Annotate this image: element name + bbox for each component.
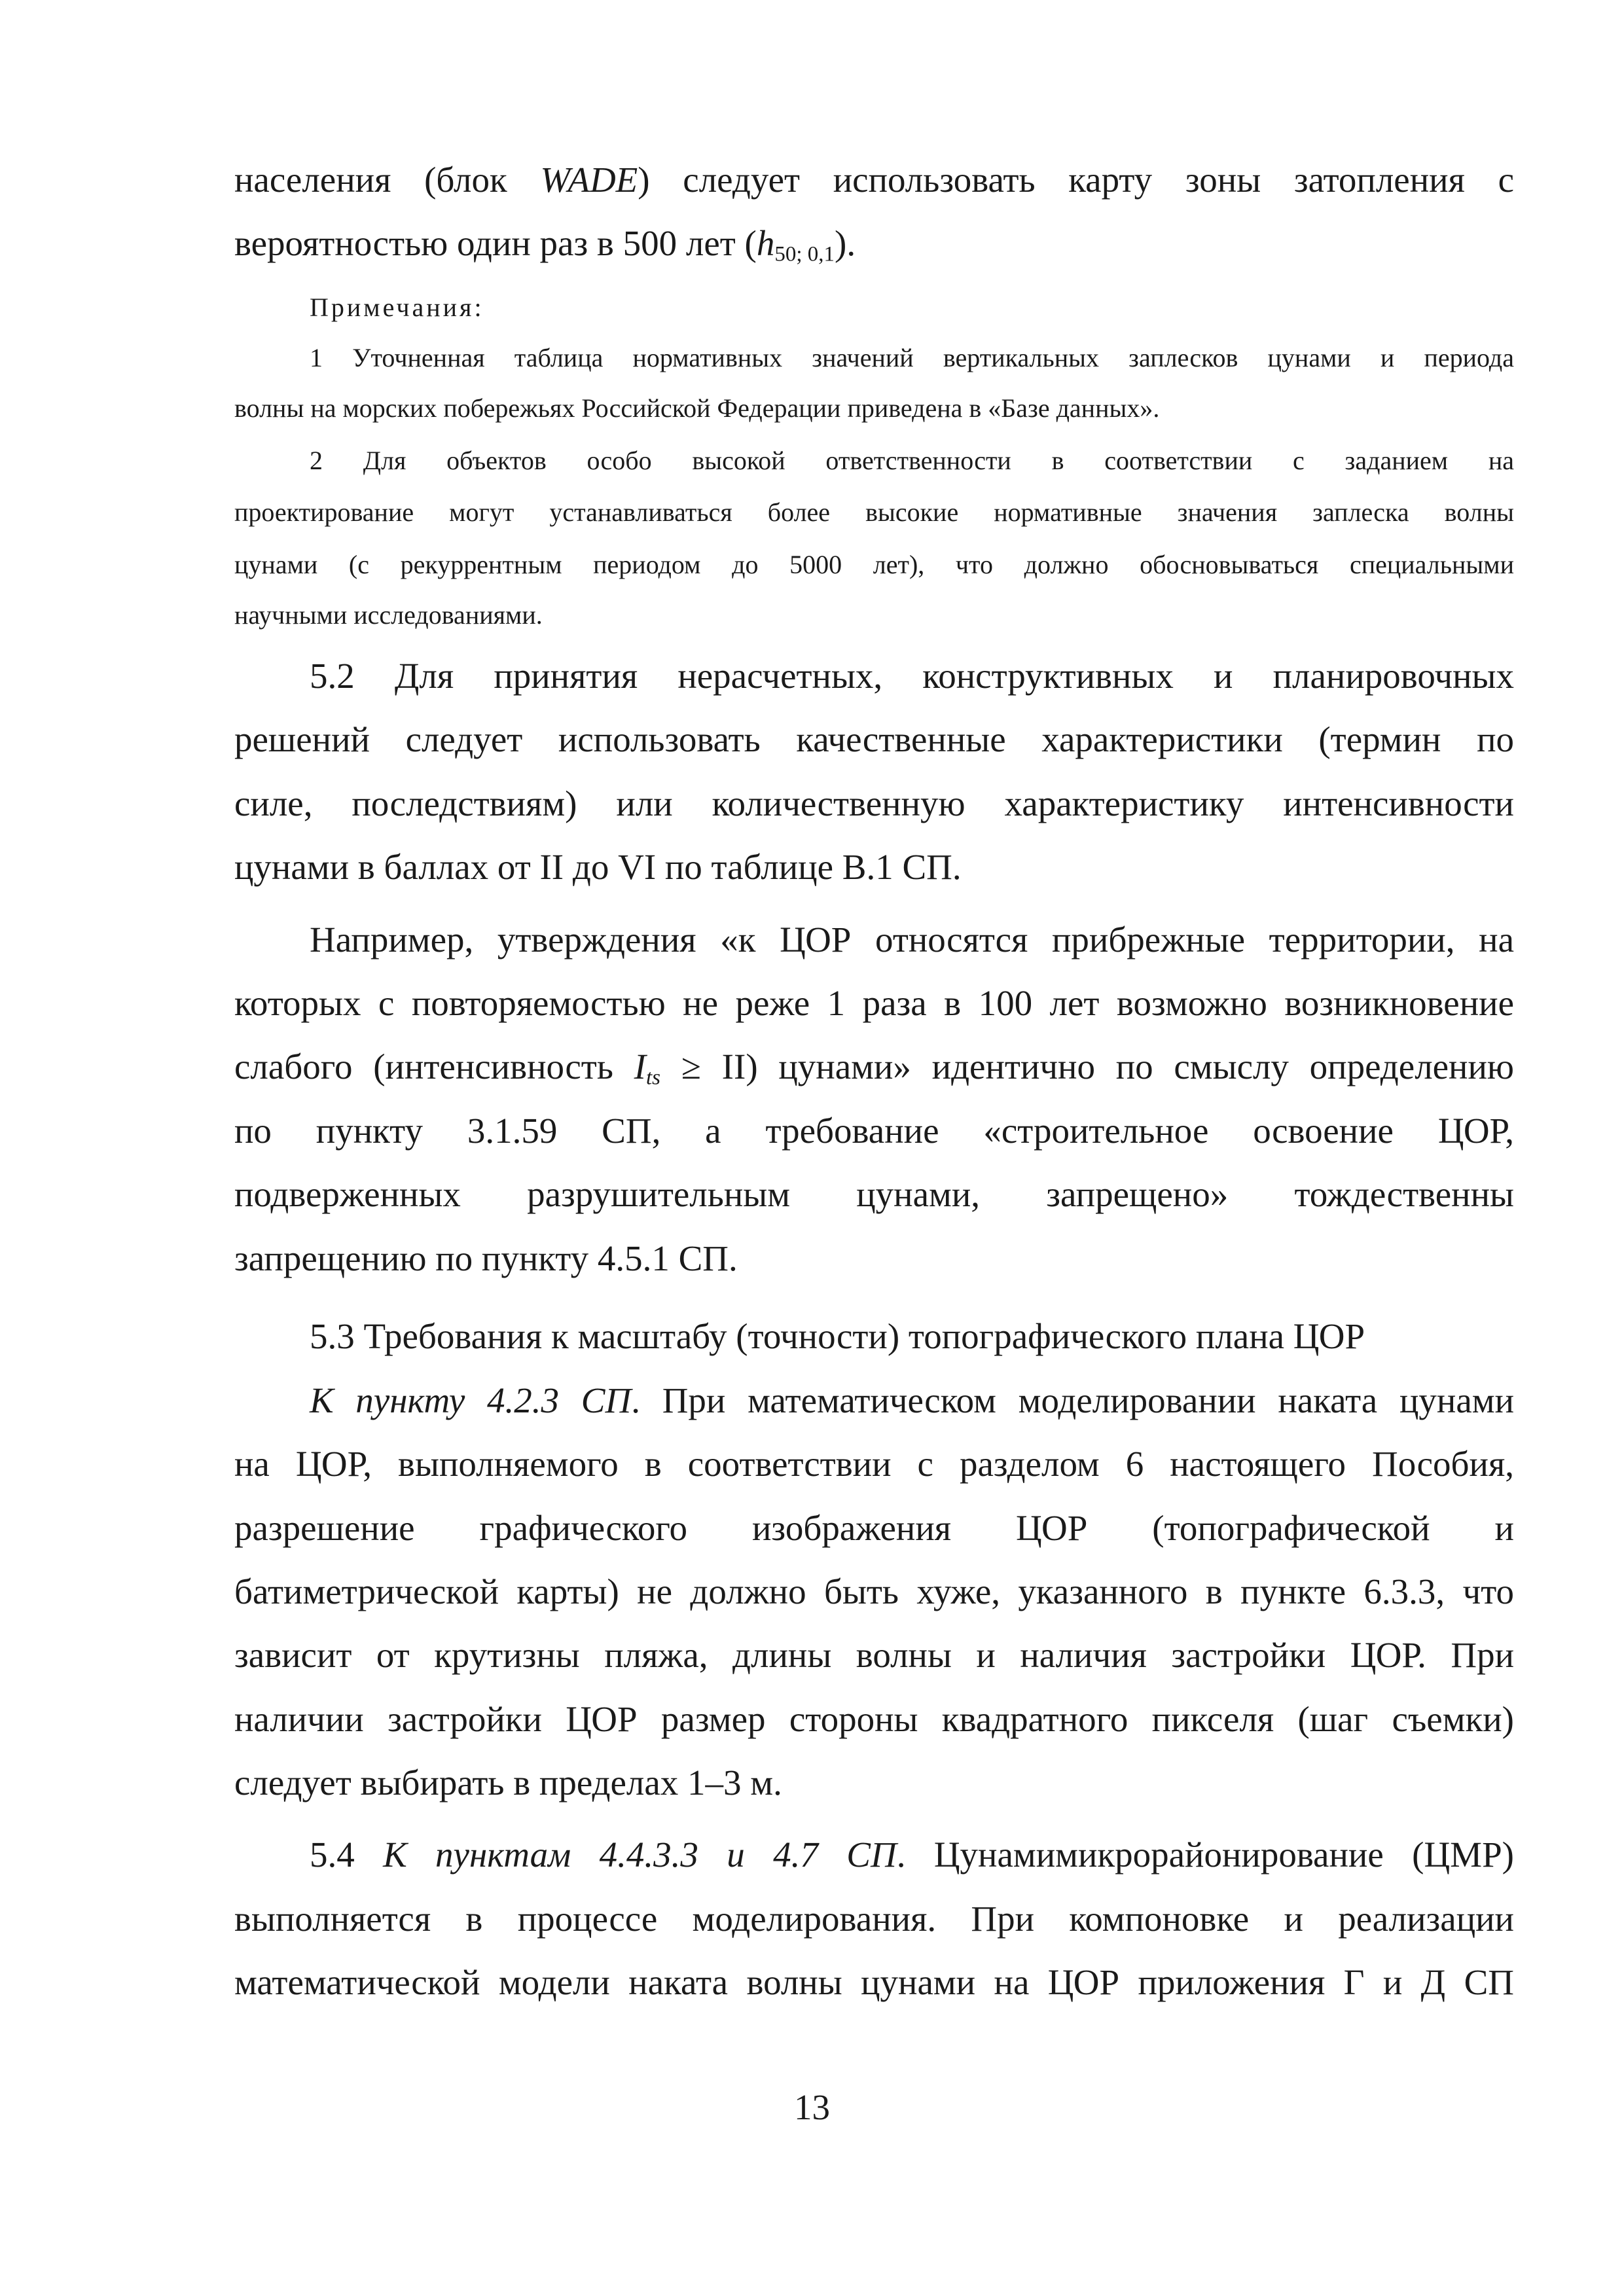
text-line: подверженных разрушительным цунами, запрещено» тождественны [234,1174,1514,1214]
note-line: волны на морских побережьях Российской Федерации приведена в «Базе данных». [234,393,1160,423]
text-line: наличии застройки ЦОР размер стороны квадратного пикселя (шаг съемки) [234,1699,1514,1739]
text-line: населения (блок WADE) следует использовать карту зоны затопления с [234,160,1514,200]
text-line: разрешение графического изображения ЦОР (топографической и [234,1508,1514,1548]
note-line: цунами (с рекуррентным периодом до 5000 лет), что должно обосновываться специальными [234,550,1514,579]
note-line: 2 Для объектов особо высокой ответственности в соответствии с заданием на [310,446,1514,475]
note-line: 1 Уточненная таблица нормативных значений вертикальных заплесков цунами и периода [310,343,1514,372]
text-line: математической модели наката волны цунами на ЦОР приложения Г и Д СП [234,1962,1514,2002]
text-line: цунами в баллах от II до VI по таблице В.1 СП. [234,847,962,887]
text-line: которых с повторяемостью не реже 1 раза в 100 лет возможно возникновение [234,983,1514,1023]
text-line: Например, утверждения «к ЦОР относятся прибрежные территории, на [310,920,1514,960]
notes-heading: Примечания: [310,293,484,322]
text-line: батиметрической карты) не должно быть хуже, указанного в пункте 6.3.3, что [234,1571,1514,1611]
text-line: зависит от крутизны пляжа, длины волны и наличия застройки ЦОР. При [234,1635,1514,1675]
text-line: 5.4 К пунктам 4.4.3.3 и 4.7 СП. Цунамимикрорайонирование (ЦМР) [310,1835,1514,1874]
text-line: по пункту 3.1.59 СП, а требование «строительное освоение ЦОР, [234,1111,1514,1151]
note-line: проектирование могут устанавливаться более высокие нормативные значения заплеска волны [234,497,1514,527]
note-line: научными исследованиями. [234,600,543,630]
text-line: К пункту 4.2.3 СП. При математическом моделировании наката цунами [310,1380,1514,1420]
page-number: 13 [794,2087,830,2127]
text-line: слабого (интенсивность $I_{ts} \ge II$) цунами» идентично по смыслу определению [234,1047,1515,1090]
text-line: решений следует использовать качественные характеристики (термин по [234,719,1514,759]
text-line: силе, последствиям) или количественную характеристику интенсивности [234,783,1514,823]
text-line: выполняется в процессе моделирования. При компоновке и реализации [234,1899,1514,1939]
section-title: 5.3 Требования к масштабу (точности) топографического плана ЦОР [310,1316,1365,1356]
text-line: вероятностью один раз в 500 лет $(h_{50; 0,1})$. [234,223,856,266]
text-line: следует выбирать в пределах 1–3 м. [234,1763,782,1803]
text-line: 5.2 Для принятия нерасчетных, конструктивных и планировочных [310,656,1514,696]
text-line: на ЦОР, выполняемого в соответствии с разделом 6 настоящего Пособия, [234,1444,1514,1484]
text-line: запрещению по пункту 4.5.1 СП. [234,1238,738,1278]
